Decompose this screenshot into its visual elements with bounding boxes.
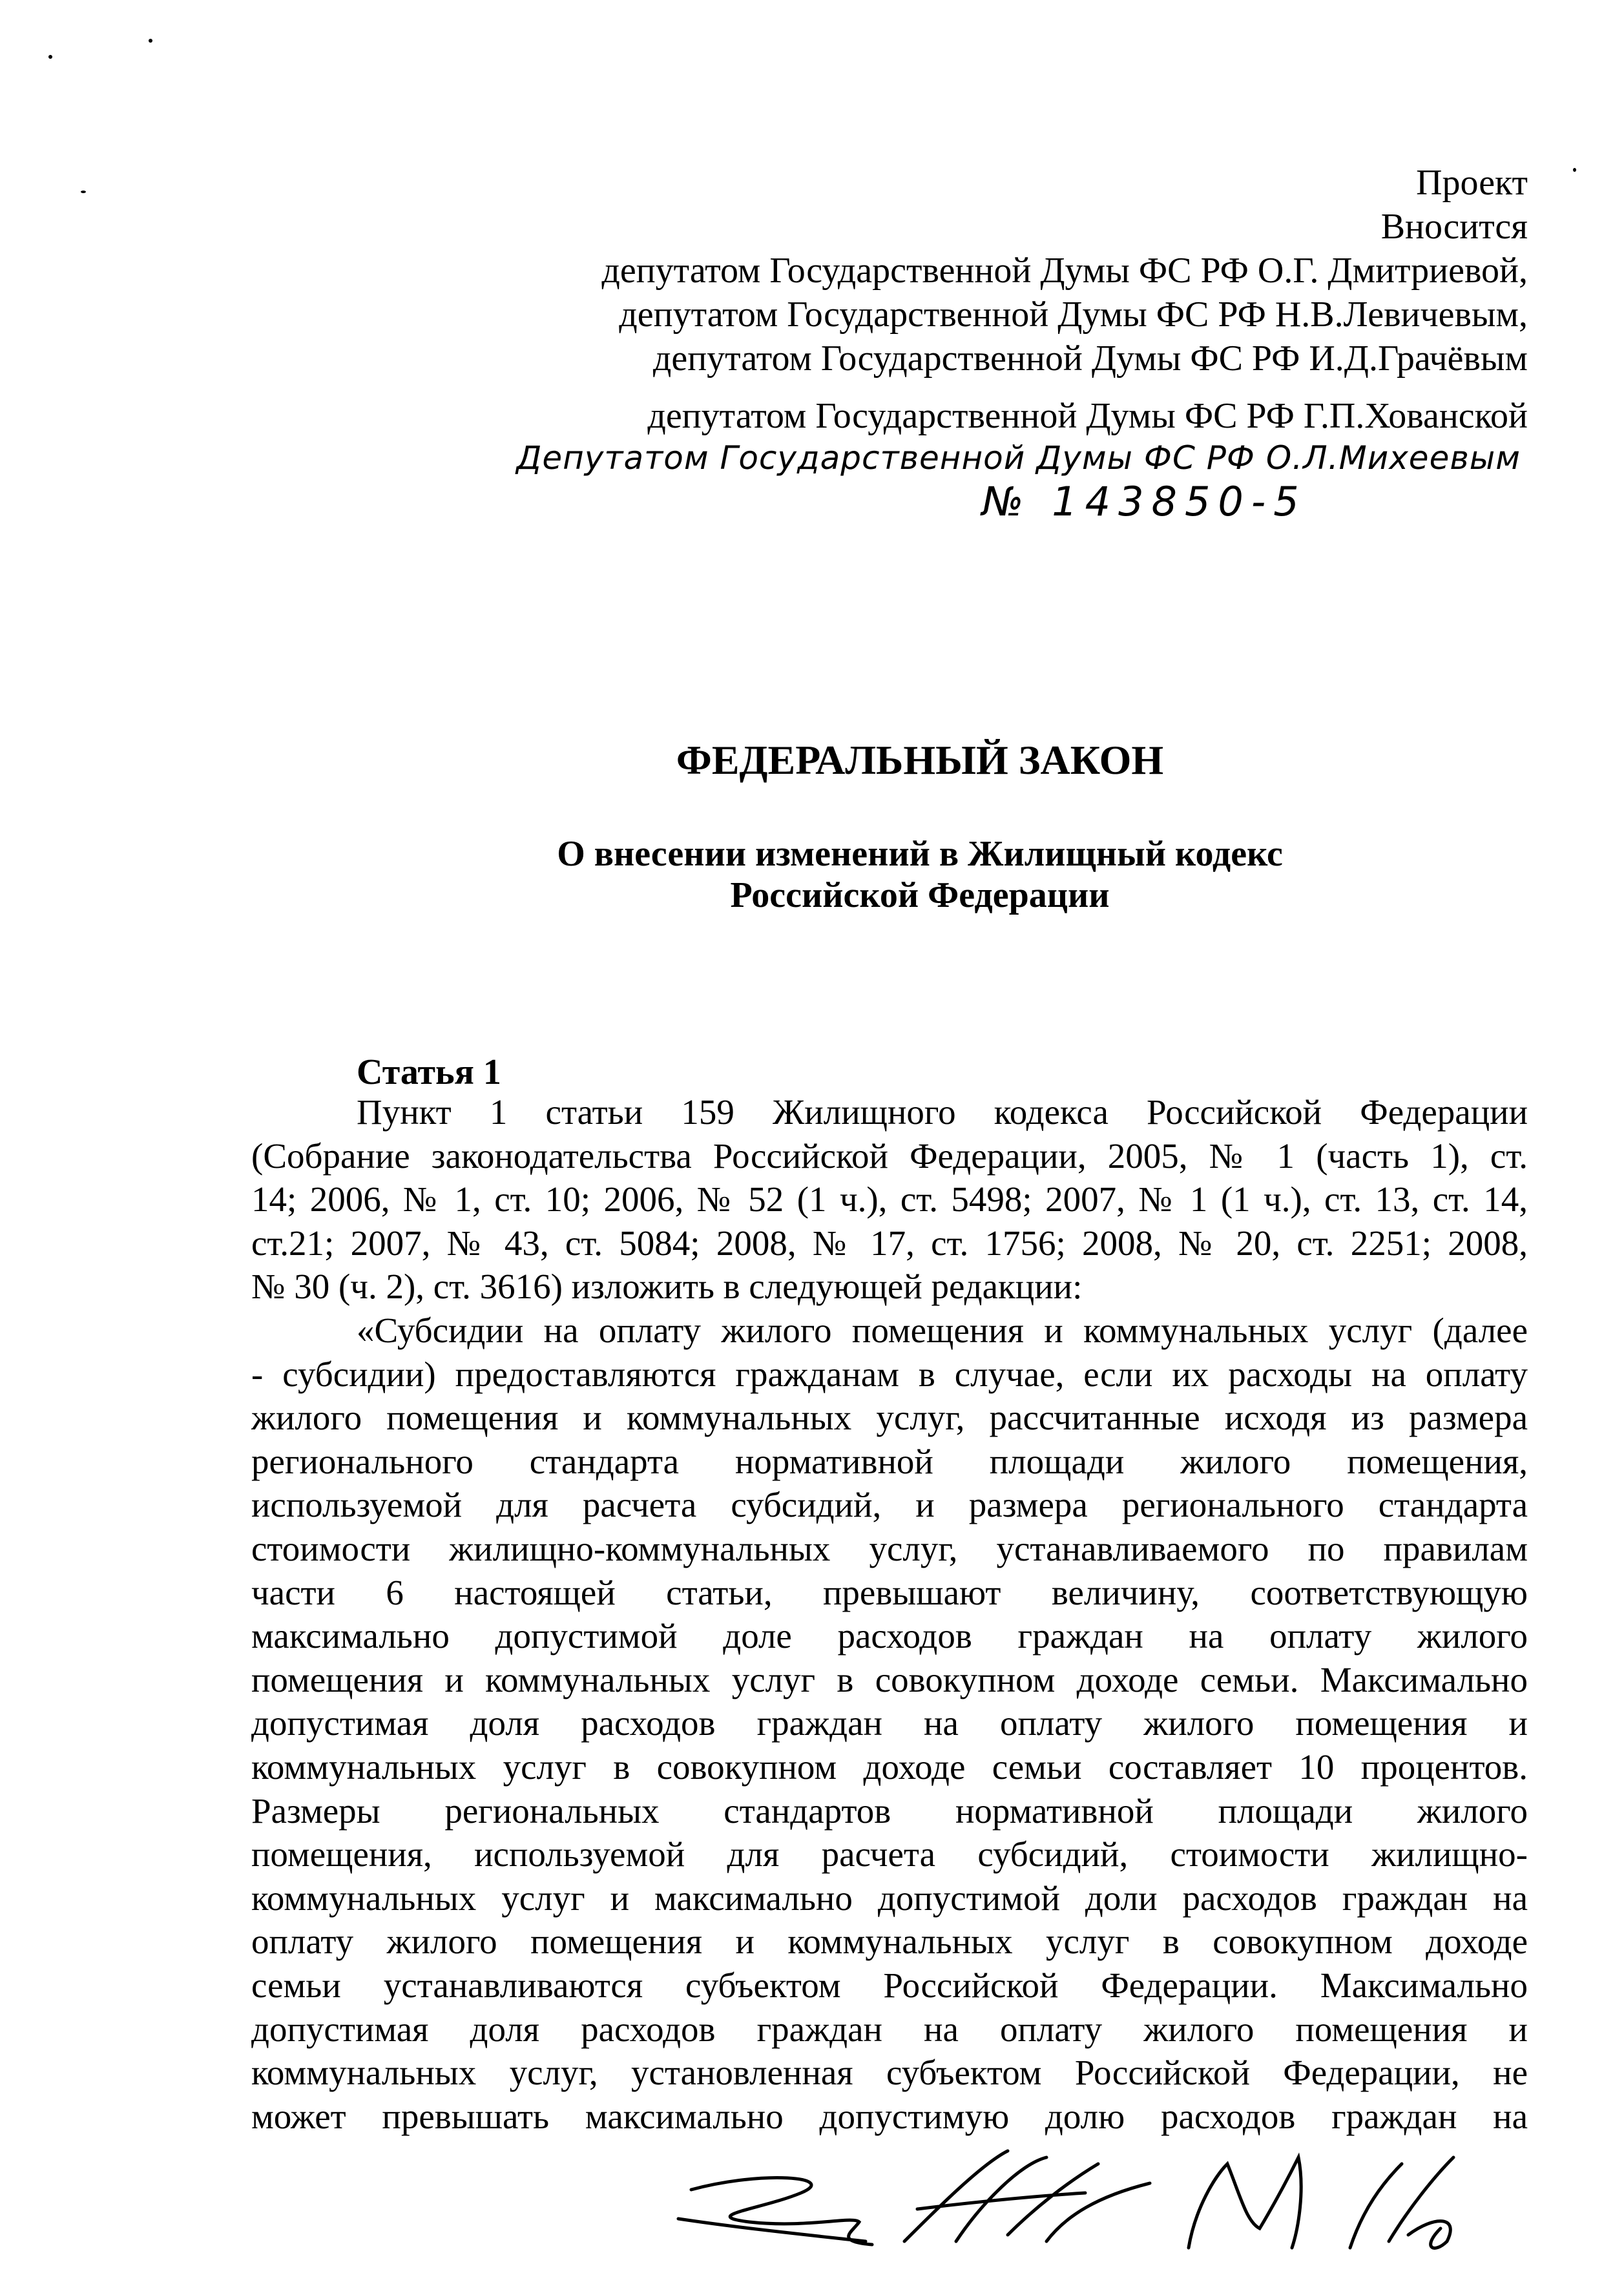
body-text-line: оплату жилого помещения и коммунальных услуг в совокупном доходе — [251, 1922, 1528, 1962]
scan-artifact — [149, 39, 152, 43]
document-subtitle: Российской Федерации — [730, 875, 1110, 915]
body-text-line: стоимости жилищно-коммунальных услуг, устанавливаемого по правилам — [251, 1529, 1528, 1568]
body-text-line: используемой для расчета субсидий, и размера регионального стандарта — [251, 1485, 1528, 1525]
body-text-line: «Субсидии на оплату жилого помещения и коммунальных услуг (далее — [357, 1311, 1528, 1350]
body-text-line: ст.21; 2007, № 43, ст. 5084; 2008, № 17, ст. 1756; 2008, № 20, ст. 2251; 2008, — [251, 1223, 1528, 1263]
document-subtitle: О внесении изменений в Жилищный кодекс — [557, 834, 1283, 874]
author-line: депутатом Государственной Думы ФС РФ Г.П.Хованской — [647, 396, 1528, 436]
body-text-line: регионального стандарта нормативной площади жилого помещения, — [251, 1441, 1528, 1481]
body-text-line: может превышать максимально допустимую долю расходов граждан на — [251, 2096, 1528, 2136]
body-text-line: коммунальных услуг в совокупном доходе семьи составляет 10 процентов. — [251, 1747, 1528, 1787]
author-line: депутатом Государственной Думы ФС РФ И.Д.Грачёвым — [652, 338, 1528, 379]
article-heading: Статья 1 — [357, 1052, 501, 1092]
author-line: депутатом Государственной Думы ФС РФ Н.В.Левичевым, — [619, 295, 1528, 335]
body-text-line: 14; 2006, № 1, ст. 10; 2006, № 52 (1 ч.), ст. 5498; 2007, № 1 (1 ч.), ст. 13, ст. 14, — [251, 1179, 1528, 1220]
author-line: депутатом Государственной Думы ФС РФ О.Г. Дмитриевой, — [601, 251, 1528, 291]
body-text-line: коммунальных услуг и максимально допустимой доли расходов граждан на — [251, 1878, 1528, 1918]
body-text-line: Размеры региональных стандартов нормативной площади жилого — [251, 1790, 1528, 1831]
body-text-line: допустимая доля расходов граждан на оплату жилого помещения и — [251, 2009, 1528, 2049]
body-text-line: № 30 (ч. 2), ст. 3616) изложить в следующей редакции: — [251, 1267, 1083, 1307]
handwritten-bill-number: № 143850-5 — [982, 478, 1307, 525]
body-text-line: - субсидии) предоставляются гражданам в случае, если их расходы на оплату — [251, 1354, 1528, 1394]
handwritten-author: Депутатом Государственной Думы ФС РФ О.Л.Михеевым — [516, 439, 1521, 477]
body-text-line: семьи устанавливаются субъектом Российской Федерации. Максимально — [251, 1966, 1528, 2005]
body-text-line: максимально допустимой доле расходов граждан на оплату жилого — [251, 1616, 1528, 1656]
scan-artifact — [81, 191, 86, 193]
document-title: ФЕДЕРАЛЬНЫЙ ЗАКОН — [676, 737, 1164, 783]
draft-label: Проект — [1416, 163, 1528, 203]
body-text-line: помещения и коммунальных услуг в совокупном доходе семьи. Максимально — [251, 1659, 1528, 1699]
scan-artifact — [1573, 168, 1576, 172]
body-text-line: допустимая доля расходов граждан на оплату жилого помещения и — [251, 1703, 1528, 1743]
body-text-line: Пункт 1 статьи 159 Жилищного кодекса Российской Федерации — [357, 1092, 1528, 1132]
body-text-line: коммунальных услуг, установленная субъектом Российской Федерации, не — [251, 2053, 1528, 2093]
introduced-label: Вносится — [1380, 207, 1528, 247]
body-text-line: (Собрание законодательства Российской Федерации, 2005, № 1 (часть 1), ст. — [251, 1136, 1528, 1176]
body-text-line: части 6 настоящей статьи, превышают величину, соответствующую — [251, 1572, 1528, 1612]
body-text-line: жилого помещения и коммунальных услуг, рассчитанные исходя из размера — [251, 1398, 1528, 1438]
scan-artifact — [48, 55, 52, 59]
body-text-line: помещения, используемой для расчета субсидий, стоимости жилищно- — [251, 1834, 1528, 1874]
